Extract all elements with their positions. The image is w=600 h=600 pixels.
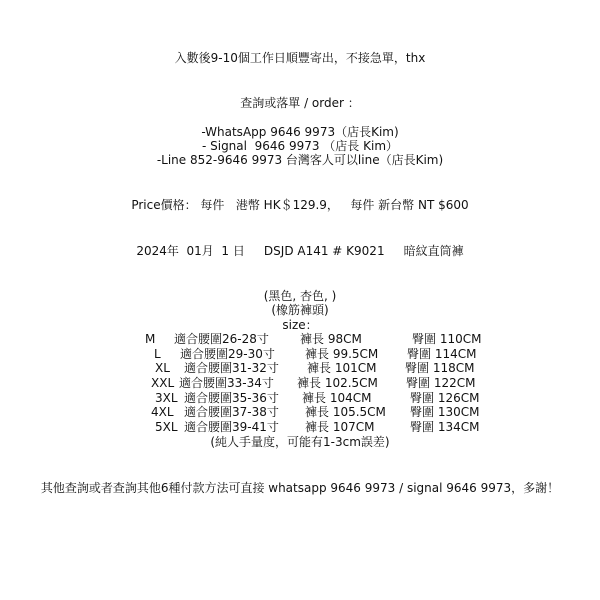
size-length: 褲長 102.5CM: [297, 376, 378, 390]
contact-line: -Line 852-9646 9973 台灣客人可以line（店長Kim): [156, 153, 444, 167]
size-hip: 臀圍 110CM: [412, 332, 482, 346]
size-row-3xl: [0, 391, 600, 405]
size-row-xl: [0, 361, 600, 375]
size-length: 褲長 98CM: [300, 332, 362, 346]
shipping-notice: 入數後9-10個工作日順豐寄出，不接急單，thx: [174, 51, 426, 65]
size-hip: 臀圍 118CM: [405, 361, 475, 375]
size-name: L: [154, 347, 161, 361]
size-length: 褲長 99.5CM: [305, 347, 379, 361]
size-waist: 適合腰圍37-38寸: [184, 405, 279, 419]
size-waist: 適合腰圍33-34寸: [179, 376, 274, 390]
measurement-note: (純人手量度，可能有1-3cm誤差): [210, 435, 390, 449]
size-hip: 臀圍 134CM: [410, 420, 480, 434]
size-waist: 適合腰圍29-30寸: [180, 347, 275, 361]
size-row-l: [0, 347, 600, 361]
color-options: (黑色, 杏色, ): [263, 289, 337, 303]
contact-heading: 查詢或落單 / order ：: [240, 96, 360, 110]
waistband-note: (橡筋褲頭): [271, 303, 329, 317]
footer-text: 其他查詢或者查詢其他6種付款方法可直接 whatsapp 9646 9973 / signal 9646 9973，多謝！: [40, 481, 560, 495]
size-length: 褲長 101CM: [307, 361, 377, 375]
size-length: 褲長 104CM: [302, 391, 372, 405]
size-hip: 臀圍 130CM: [410, 405, 480, 419]
size-row-4xl: [0, 405, 600, 419]
size-row-xxl: [0, 376, 600, 390]
size-waist: 適合腰圍39-41寸: [184, 420, 279, 434]
size-name: 3XL: [155, 391, 178, 405]
size-row-m: [0, 332, 600, 346]
size-name: 5XL: [155, 420, 178, 434]
price-text: Price價格： 每件 港幣 HK＄129.9， 每件 新台幣 NT $600: [131, 198, 469, 212]
size-waist: 適合腰圍35-36寸: [184, 391, 279, 405]
size-label: size：: [282, 318, 318, 332]
size-hip: 臀圍 126CM: [410, 391, 480, 405]
size-hip: 臀圍 122CM: [406, 376, 476, 390]
size-name: XXL: [151, 376, 175, 390]
size-hip: 臀圍 114CM: [407, 347, 477, 361]
contact-whatsapp: -WhatsApp 9646 9973（店長Kim): [201, 125, 399, 139]
size-name: 4XL: [151, 405, 174, 419]
size-waist: 適合腰圍26-28寸: [174, 332, 269, 346]
size-name: M: [145, 332, 156, 346]
contact-signal: - Signal 9646 9973 （店長 Kim）: [201, 139, 399, 153]
size-name: XL: [155, 361, 170, 375]
size-length: 褲長 107CM: [305, 420, 375, 434]
size-row-5xl: [0, 420, 600, 434]
product-line: 2024年 01月 1 日 DSJD A141 # K9021 暗紋直筒褲: [136, 244, 464, 258]
size-waist: 適合腰圍31-32寸: [184, 361, 279, 375]
size-length: 褲長 105.5CM: [305, 405, 386, 419]
